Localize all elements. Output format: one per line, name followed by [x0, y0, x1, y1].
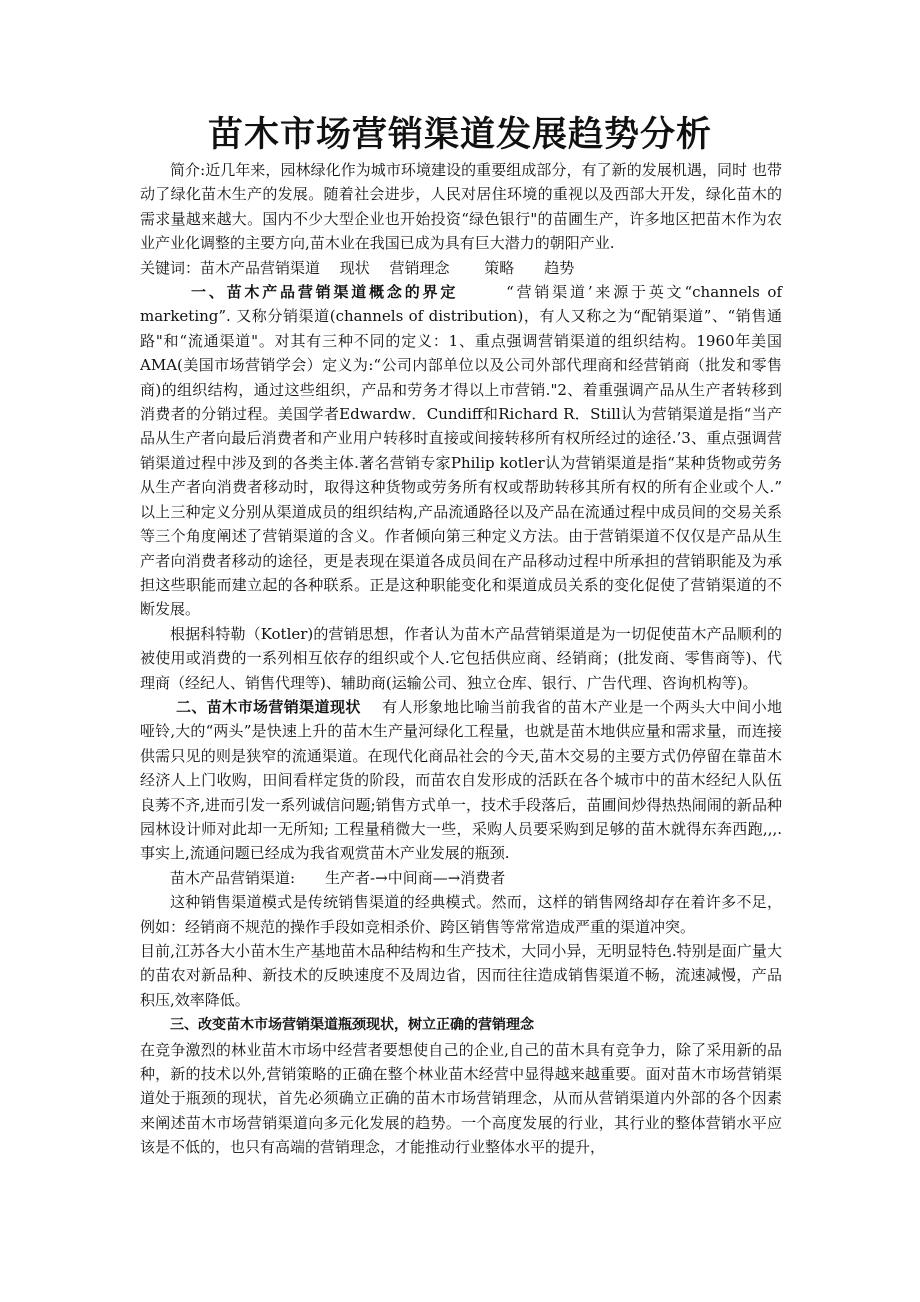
- section-3-heading-line: [140, 1012, 782, 1037]
- intro-paragraph: 简介:近几年来，园林绿化作为城市环境建设的重要组成部分，有了新的发展机遇，同时 也带动了绿化苗木生产的发展。随着社会进步，人民对居住环境的重视以及西部大开发，绿化苗木的需求量越来越大。国内不少大型企业也开始投资“绿色银行"的苗圃生产，许多地区把苗木作为农业产业化调整的主要方向,苗木业在我国已成为具有巨大潜力的朝阳产业.: [140, 161, 782, 253]
- kotler-paragraph: 根据科特勒（Kotler)的营销思想，作者认为苗木产品营销渠道是为一切促使苗木产品顺利的被使用或消费的一系列相互依存的组织或个人.它包括供应商、经销商；(批发商、零售商等)、代理商（经纪人、销售代理等)、辅助商(运输公司、独立仓库、银行、广告代理、咨询机构等)。: [140, 624, 783, 692]
- section-3-heading: 三、改变苗木市场营销渠道瓶颈现状，树立正确的营销理念: [170, 1017, 534, 1034]
- section-1-body: “营销渠道’来源于英文“channels of marketing”. 又称分销渠道(channels of distribution)，有人又称之为“配销渠道”、“销售通路"和“流通渠道"。对其有三种不同的定义：1、重点强调营销渠道的组织结构。1960年美国AMA(美国市场营销学会）定义为:“公司内部单位以及公司外部代理商和经营销商（批发和零售商)的组织结构，通过这些组织，产品和劳务才得以上市营销."2、着重强调产品从生产者转移到消费者的分销过程。美国学者Edwardw．Cundiff和Richard R．Still认为营销渠道是指“当产品从生产者向最后消费者和产业用户转移时直接或间接转移所有权所经过的途径.’3、重点强调营销渠道过程中涉及到的各类主体.著名营销专家Philip kotler认为营销渠道是指“某种货物或劳务从生产者向消费者移动时，取得这种货物或劳务所有权或帮助转移其所有权的所有企业或个人.” 以上三种定义分别从渠道成员的组织结构,产品流通路径以及产品在流通过程中成员间的交易关系等三个角度阐述了营销渠道的含义。作者倾向第三种定义方法。由于营销渠道不仅仅是产品从生产者向消费者移动的途径，更是表现在渠道各成员间在产品移动过程中所承担的营销职能及为承担这些职能而建立起的各种联系。正是这种职能变化和渠道成员关系的变化促使了营销渠道的不断发展。: [140, 283, 798, 619]
- section-1-heading: 一、苗木产品营销渠道概念的界定: [191, 283, 459, 302]
- section-3-body: 在竞争激烈的林业苗木市场中经营者要想使自己的企业,自己的苗木具有竞争力，除了采用新的品种，新的技术以外,营销策略的正确在整个林业苗木经营中显得越来越重要。面对苗木市场营销渠道处于瓶颈的现状，首先必须确立正确的苗木市场营销理念，从而从营销渠道内外部的各个因素来阐述苗木市场营销渠道向多元化发展的趋势。一个高度发展的行业，其行业的整体营销水平应该是不低的，也只有高端的营销理念，才能推动行业整体水平的提升，: [140, 1040, 782, 1157]
- document-body: [140, 158, 798, 1160]
- section-1-paragraph: [140, 280, 798, 622]
- section-2-body: 有人形象地比喻当前我省的苗木产业是一个两头大中间小地哑铃,大的“两头”是快速上升的苗木生产量河绿化工程量，也就是苗木地供应量和需求量，而连接供需只见的则是狭窄的流通渠道。在现代化商品社会的今天,苗木交易的主要方式仍停留在靠苗木经济人上门收购，田间看样定货的阶段，而苗农自发形成的活跃在各个城市中的苗木经纪人队伍良莠不齐,进而引发一系列诚信问题;销售方式单一，技术手段落后，苗圃间炒得热热闹闹的新品种园林设计师对此却一无所知; 工程量稍微大一些，采购人员要采购到足够的苗木就得东奔西跑,,,.事实上,流通问题已经成为我省观赏苗木产业发展的瓶颈.: [140, 697, 782, 863]
- channel-flow-line: 苗木产品营销渠道: 生产者-→中间商—→消费者: [170, 868, 506, 887]
- jiangsu-paragraph: 目前,江苏各大小苗木生产基地苗木品种结构和生产技术，大同小异，无明显特色.特别是面广量大的苗农对新品种、新技术的反映速度不及周边省，因而往往造成销售渠道不畅，流速减慢，产品积压,效率降低。: [140, 942, 782, 1009]
- document-title: 苗木市场营销渠道发展趋势分析: [207, 115, 712, 155]
- keywords-line: 关键词：苗木产品营销渠道 现状 营销理念 策略 趋势: [140, 258, 575, 277]
- traditional-channel-paragraph: 这种销售渠道模式是传统销售渠道的经典模式。然而，这样的销售网络却存在着许多不足，例如：经销商不规范的操作手段如竞相杀价、跨区销售等常常造成严重的渠道冲突。: [140, 893, 782, 936]
- section-2-heading: 二、苗木市场营销渠道现状: [176, 697, 361, 716]
- section-2-paragraph: [140, 695, 782, 866]
